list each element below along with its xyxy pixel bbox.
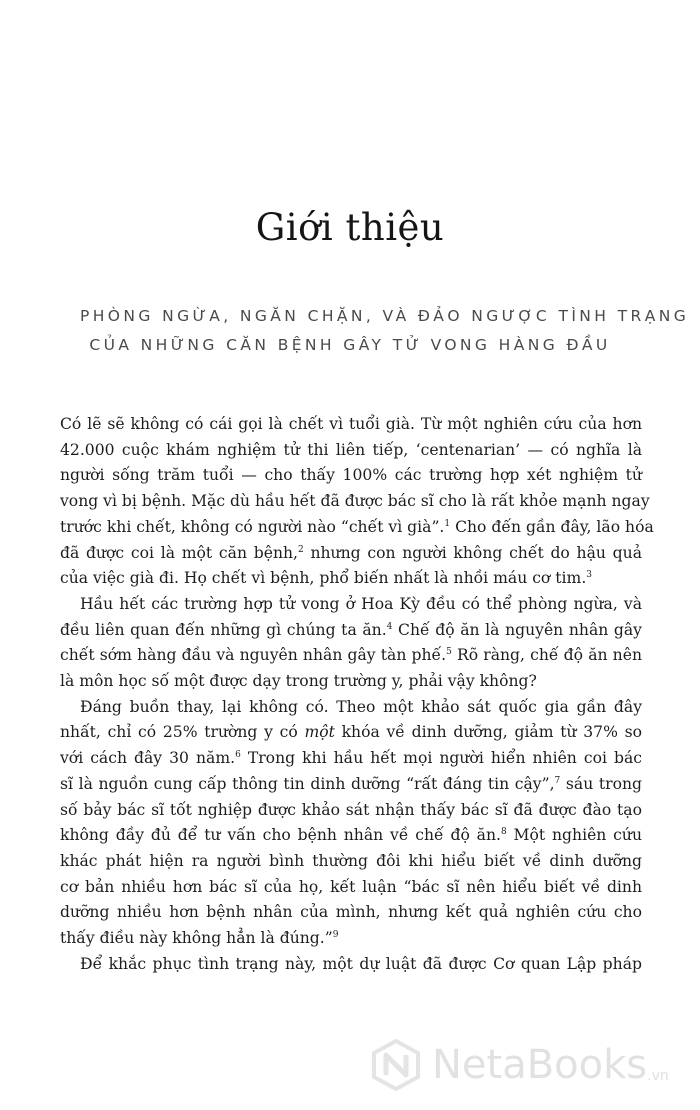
text-line: cơ bản nhiều hơn bác sĩ của họ, kết luận “bác sĩ nên hiểu biết về dinh <box>60 877 642 896</box>
watermark-brand-name: NetaBooks <box>432 1042 648 1088</box>
text-run: khóa về dinh dưỡng, giảm từ 37% so <box>334 723 642 742</box>
text-line <box>60 720 642 746</box>
footnote-ref-4: 4 <box>386 621 393 632</box>
text-line: vong vì bị bệnh. Mặc dù hầu hết đã được bác sĩ cho là rất khỏe mạnh ngay <box>60 492 650 511</box>
text-run: của việc già đi. Họ chết vì bệnh, phổ biến nhất là nhồi máu cơ tim. <box>60 569 587 588</box>
footnote-ref-5: 5 <box>446 647 452 658</box>
text-run: đều liên quan đến những gì chúng ta ăn. <box>60 620 387 639</box>
text-line: người sống trăm tuổi — cho thấy 100% các trường hợp xét nghiệm tử <box>60 466 642 485</box>
text-line: Hầu hết các trường hợp tử vong ở Hoa Kỳ đều có thể phòng ngừa, và <box>80 594 642 613</box>
paragraph-3 <box>60 695 642 952</box>
text-line: số bảy bác sĩ tốt nghiệp được khảo sát nhận thấy bác sĩ đã được đào tạo <box>60 800 642 819</box>
text-line <box>60 618 642 644</box>
text-run: với cách đây 30 năm. <box>60 749 236 768</box>
text-run: chết sớm hàng đầu và nguyên nhân gây tàn phế. <box>60 646 447 665</box>
footnote-ref-8: 8 <box>500 827 507 838</box>
text-line <box>60 541 642 567</box>
text-line: 42.000 cuộc khám nghiệm tử thi liên tiếp, ‘centenarian’ — có nghĩa là <box>60 440 642 459</box>
footnote-ref-9: 9 <box>332 930 339 941</box>
footnote-ref-3: 3 <box>586 570 593 581</box>
text-line <box>60 746 642 772</box>
text-line <box>60 772 642 798</box>
subtitle-line-1: PHÒNG NGỪA, NGĂN CHẶN, VÀ ĐẢO NGƯỢC TÌNH TRẠNG <box>80 307 690 325</box>
text-run: sáu trong <box>560 774 642 793</box>
paragraph-4 <box>60 952 642 978</box>
text-line <box>60 515 654 541</box>
text-line: khác phát hiện ra người bình thường đôi khi hiểu biết về dinh dưỡng <box>60 851 642 870</box>
text-line: Để khắc phục tình trạng này, một dự luật đã được Cơ quan Lập pháp <box>80 954 642 973</box>
paragraph-2 <box>60 592 642 695</box>
text-run: Chế độ ăn là nguyên nhân gây <box>392 620 642 639</box>
text-run: nhưng con người không chết do hậu quả <box>303 543 642 562</box>
text-line <box>60 643 642 669</box>
subtitle-line-2: CỦA NHỮNG CĂN BỆNH GÂY TỬ VONG HÀNG ĐẦU <box>89 336 611 354</box>
footnote-ref-6: 6 <box>235 750 241 761</box>
footnote-ref-7: 7 <box>554 775 561 786</box>
text-line: là môn học số một được dạy trong trường y, phải vậy không? <box>60 672 537 691</box>
footnote-ref-1: 1 <box>444 518 451 529</box>
text-line <box>60 823 642 849</box>
text-line: Có lẽ sẽ không có cái gọi là chết vì tuổi già. Từ một nghiên cứu của hơn <box>60 415 642 433</box>
text-run: thấy điều này không hẳn là đúng.” <box>60 929 333 948</box>
text-line <box>60 566 642 592</box>
text-run: Một nghiên cứu <box>506 826 643 845</box>
footnote-ref-2: 2 <box>298 544 304 555</box>
text-run: sĩ là nguồn cung cấp thông tin dinh dưỡng “rất đáng tin cậy”, <box>60 774 555 793</box>
chapter-subtitle <box>80 302 690 360</box>
chapter-title: Giới thiệu <box>255 206 445 249</box>
text-run: nhất, chỉ có 25% trường y có <box>60 723 305 742</box>
chapter-body <box>60 412 654 977</box>
text-line <box>60 926 642 952</box>
netabooks-logo-icon <box>370 1039 422 1091</box>
text-run: Rõ ràng, chế độ ăn nên <box>451 646 643 665</box>
watermark <box>370 1032 690 1098</box>
watermark-brand <box>432 1042 669 1088</box>
emphasis-text: một <box>304 723 335 742</box>
text-run: Trong khi hầu hết mọi người hiển nhiên coi bác <box>240 749 642 768</box>
text-run: Cho đến gần đây, lão hóa <box>450 517 654 536</box>
text-run: đã được coi là một căn bệnh, <box>60 543 298 562</box>
text-line: dưỡng nhiều hơn bệnh nhân của mình, nhưng kết quả nghiên cứu cho <box>60 903 642 922</box>
paragraph-1 <box>60 412 654 592</box>
text-run: không đầy đủ để tư vấn cho bệnh nhân về chế độ ăn. <box>60 826 501 845</box>
text-run: trước khi chết, không có người nào “chết vì già”. <box>60 517 445 536</box>
watermark-suffix: .vn <box>647 1068 669 1084</box>
text-line: Đáng buồn thay, lại không có. Theo một khảo sát quốc gia gần đây <box>80 697 642 716</box>
